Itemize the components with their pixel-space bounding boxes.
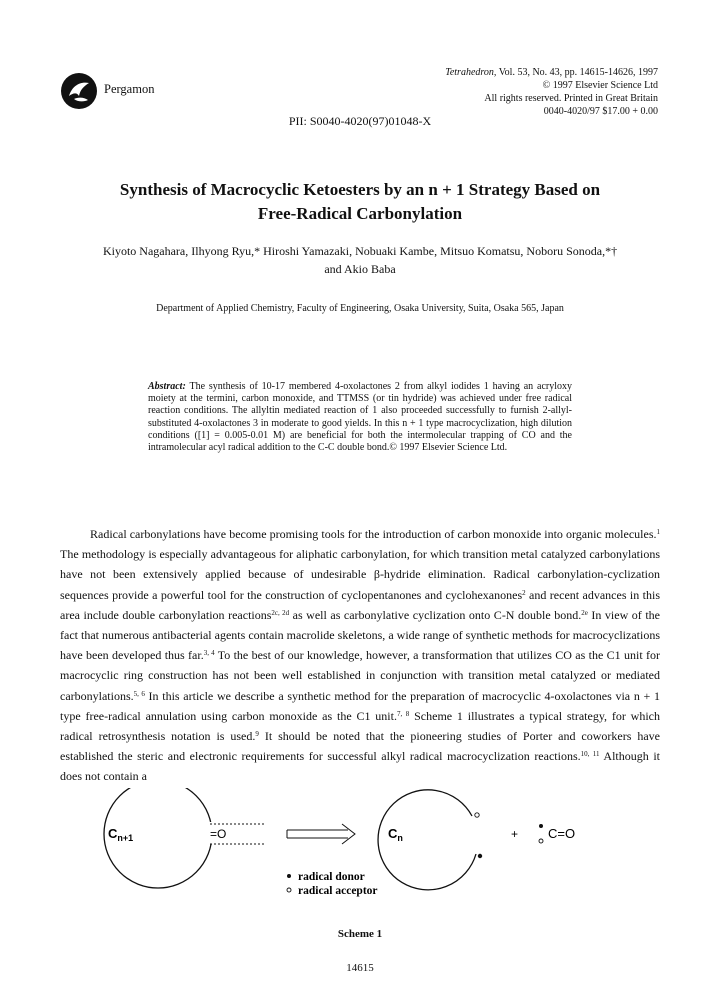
body-text: Radical carbonylations have become promising tools for the introduction of carbon monoxide into organic molecules. xyxy=(90,527,657,541)
ref-superscript: 3, 4 xyxy=(203,649,215,658)
body-text: In this article we describe a synthetic method for the preparation of macrocyclic 4-oxolactones via n + 1 type free-radical annulation using carbon monoxide as the C1 unit. xyxy=(60,688,660,723)
ref-superscript: 10, 11 xyxy=(580,750,600,759)
body-text: Although it does not contain a xyxy=(60,749,661,784)
retrosynthesis-arrow-icon xyxy=(287,824,355,844)
journal-name: Tetrahedron, xyxy=(445,67,497,78)
ref-superscript: 2e xyxy=(581,608,588,617)
pergamon-logo-icon xyxy=(60,72,98,110)
abstract-label: Abstract: xyxy=(148,381,186,392)
publisher-name: Pergamon xyxy=(104,82,155,96)
affiliation: Department of Applied Chemistry, Faculty of Engineering, Osaka University, Suita, Osaka 565, Japan xyxy=(156,303,564,314)
body-text: The methodology is especially advantageous for aliphatic carbonylation, for which transition metal catalyzed carbonylations have not been extensively applied because of undesirable β-hydride elimination. Radical carbonylation-cyclization sequences provide a powerful tool for the construction of cyclopentanones and cyclohexanones xyxy=(60,547,660,602)
body-text: as well as carbonylative cyclization onto C-N double bond. xyxy=(289,607,582,622)
rights: All rights reserved. Printed in Great Britain xyxy=(484,93,658,104)
donor-dot-icon xyxy=(287,874,291,878)
journal-info xyxy=(445,66,658,118)
acceptor-circle-icon xyxy=(539,839,543,843)
acceptor-circle-icon xyxy=(475,813,479,817)
scheme-1-diagram xyxy=(60,788,660,918)
ring-size-label: $C_{n+1}$ xyxy=(108,826,134,843)
legend-acceptor: radical acceptor xyxy=(298,885,378,897)
body-text: In view of the fact that numerous antibacterial agents contain macrolide skeletons, a wide range of synthetic methods for macrocyclizations have been developed thus far. xyxy=(60,607,660,663)
body-text: Scheme 1 illustrates a typical strategy, for which radical retrosynthesis notation is used. xyxy=(60,708,661,744)
body-text: and recent advances in this area include double carbonylation reactions xyxy=(60,587,661,622)
ref-superscript: 9 xyxy=(255,730,259,739)
authors-line-1: Kiyoto Nagahara, Ilhyong Ryu,* Hiroshi Yamazaki, Nobuaki Kambe, Mitsuo Komatsu, Noboru Sonoda,*† xyxy=(102,244,618,258)
paper-title: Synthesis of Macrocyclic Ketoesters by an n + 1 Strategy Based on Free-Radical Carbonylation xyxy=(119,180,601,223)
page-number: 14615 xyxy=(346,962,374,974)
authors-line-2: and Akio Baba xyxy=(324,262,396,276)
authors xyxy=(60,242,660,278)
pii: PII: S0040-4020(97)01048-X xyxy=(288,114,432,128)
price-code: 0040-4020/97 $17.00 + 0.00 xyxy=(543,106,658,117)
ref-superscript: 2c, 2d xyxy=(271,608,290,617)
ref-superscript: 5, 6 xyxy=(133,689,145,698)
copyright: © 1997 Elsevier Science Ltd xyxy=(542,80,658,91)
ref-superscript: 2 xyxy=(522,588,526,597)
abstract xyxy=(148,381,572,454)
body-paragraph xyxy=(60,524,660,787)
body-text: To the best of our knowledge, however, a transformation that utilizes CO as the C1 unit for macrocyclic ring construction has not been well established in conjunction with transition metal catalyzed or mediated carbonylations. xyxy=(60,648,661,703)
carbon-monoxide: C=O xyxy=(548,826,576,841)
volume-pages: Vol. 53, No. 43, pp. 14615-14626, 1997 xyxy=(498,67,658,78)
plus-sign: + xyxy=(511,827,519,841)
ref-superscript: 1 xyxy=(656,528,660,536)
scheme-caption: Scheme 1 xyxy=(337,928,383,940)
legend-donor: radical donor xyxy=(298,871,365,883)
donor-dot-icon xyxy=(539,824,543,828)
ring-size-label: $C_n$ xyxy=(388,826,403,843)
carbonyl-label: =O xyxy=(210,827,227,841)
ref-superscript: 7, 8 xyxy=(396,709,410,718)
acceptor-circle-icon xyxy=(287,888,291,892)
body-text: It should be noted that the pioneering studies of Porter and coworkers have established the steric and electronic requirements for successful alkyl radical macrocyclization reactions. xyxy=(60,729,660,764)
abstract-text: The synthesis of 10-17 membered 4-oxolactones 2 from alkyl iodides 1 having an acryloxy moiety at the termini, carbon monoxide, and TTMSS (or tin hydride) was achieved under free radical reaction conditions. The allyltin mediated reaction of 1 also proceeded successfully to furnish 2-allyl-substituted 4-oxolactones 3 in moderate to good yields. In this n + 1 type macrocyclization, high dilution conditions ([1] = 0.005-0.01 M) are beneficial for both the intermolecular trapping of CO and the intramolecular acyl radical addition to the C-C double bond.© 1997 Elsevier Science Ltd. xyxy=(148,381,572,454)
donor-dot-icon xyxy=(478,854,482,858)
